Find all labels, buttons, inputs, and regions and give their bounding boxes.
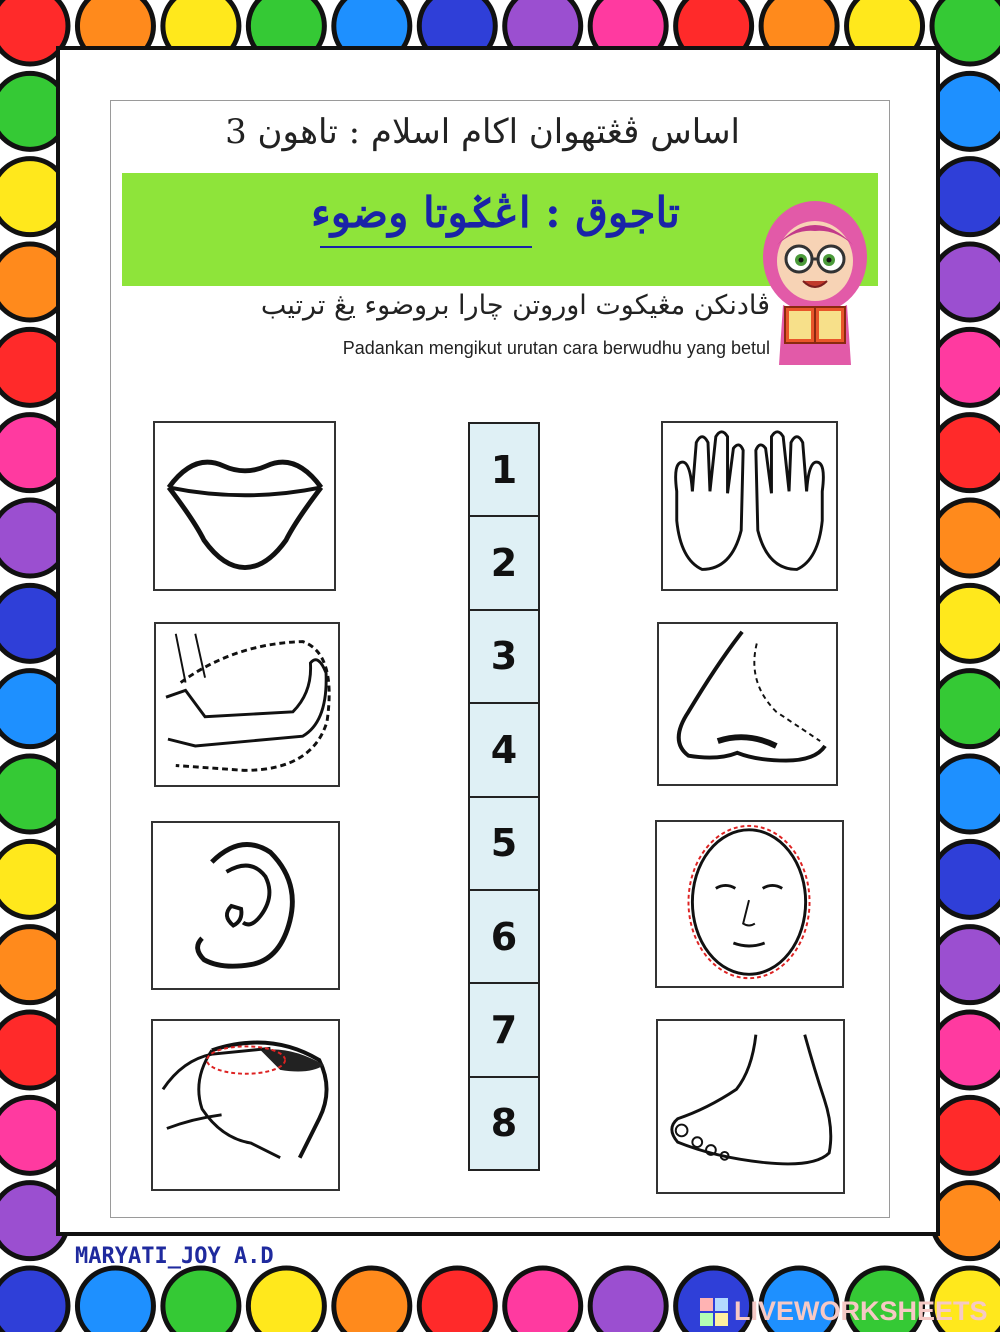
border-circle — [932, 159, 1000, 235]
foot-picture[interactable] — [656, 1019, 845, 1194]
author-credit: MARYATI_JOY A.D — [75, 1244, 274, 1269]
border-circle — [932, 415, 1000, 491]
number-slot-1[interactable]: 1 — [468, 422, 540, 517]
instruction-malay: Padankan mengikut urutan cara berwudhu yang betul — [342, 338, 770, 358]
border-circle — [932, 1097, 1000, 1173]
head-wiping-picture[interactable] — [151, 1019, 340, 1191]
ear-picture[interactable] — [151, 821, 340, 990]
nose-icon — [659, 624, 836, 784]
nose-picture[interactable] — [657, 622, 838, 786]
border-circle — [590, 1268, 666, 1332]
border-circle — [419, 1268, 495, 1332]
title-underline — [320, 246, 532, 248]
number-slot-2[interactable]: 2 — [468, 515, 540, 610]
open-hands-picture[interactable] — [661, 421, 838, 591]
lips-picture[interactable] — [153, 421, 336, 591]
mascot-girl-reading-icon — [755, 195, 875, 370]
instruction-jawi: ڤادنكن مڠيكوت اوروتن چارا بروضوء يڠ ترتيب — [260, 290, 770, 321]
border-circle — [505, 1268, 581, 1332]
number-slot-4[interactable]: 4 — [468, 702, 540, 797]
head-wiping-icon — [153, 1021, 338, 1189]
border-circle — [77, 1268, 153, 1332]
border-circle — [932, 244, 1000, 320]
border-circle — [0, 1268, 68, 1332]
ear-icon — [153, 823, 338, 988]
number-slot-7[interactable]: 7 — [468, 982, 540, 1077]
border-circle — [932, 329, 1000, 405]
watermark-text: LIVEWORKSHEETS — [734, 1296, 988, 1326]
border-circle — [932, 1183, 1000, 1259]
worksheet-title: تاجوق : اڠݢوتا وضوء — [310, 188, 680, 237]
border-circle — [932, 756, 1000, 832]
border-circle — [932, 585, 1000, 661]
border-circle — [932, 0, 1000, 64]
border-circle — [932, 671, 1000, 747]
number-column — [468, 422, 540, 1171]
open-hands-icon — [663, 423, 836, 589]
border-circle — [163, 1268, 239, 1332]
border-circle — [248, 1268, 324, 1332]
border-circle — [932, 1012, 1000, 1088]
liveworksheets-logo-icon — [700, 1298, 730, 1326]
border-circle — [932, 841, 1000, 917]
border-circle — [932, 927, 1000, 1003]
number-slot-5[interactable]: 5 — [468, 796, 540, 891]
border-circle — [932, 500, 1000, 576]
border-circle — [932, 73, 1000, 149]
lips-icon — [155, 423, 334, 589]
arm-washing-icon — [156, 624, 338, 785]
number-slot-6[interactable]: 6 — [468, 889, 540, 984]
border-circle — [334, 1268, 410, 1332]
number-slot-8[interactable]: 8 — [468, 1076, 540, 1171]
subject-line: اساس ڤڠتهوان اكام اسلام : تاهون 3 — [225, 112, 740, 152]
number-slot-3[interactable]: 3 — [468, 609, 540, 704]
liveworksheets-watermark — [700, 1296, 996, 1328]
face-picture[interactable] — [655, 820, 844, 988]
foot-icon — [658, 1021, 843, 1192]
arm-washing-picture[interactable] — [154, 622, 340, 787]
face-icon — [657, 822, 842, 986]
